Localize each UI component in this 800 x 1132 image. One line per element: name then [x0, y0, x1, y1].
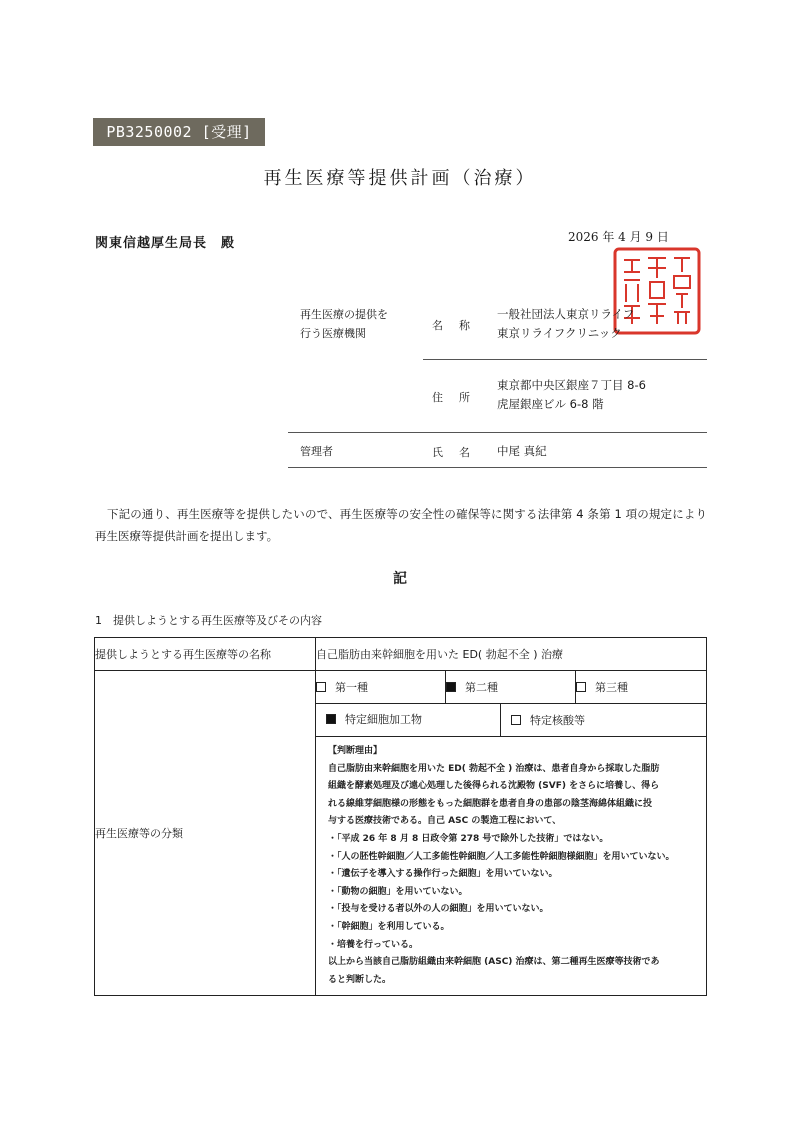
judgement-line: ・「投与を受ける者以外の人の細胞」を用いていない。 — [328, 904, 549, 915]
class-option-2-label: 第二種 — [465, 681, 498, 694]
class-option-1-label: 第一種 — [335, 681, 368, 694]
address-line2: 虎屋銀座ビル 6-8 階 — [497, 397, 604, 411]
provider-label-line1: 再生医療の提供を — [300, 308, 388, 321]
judgement-line: ・「平成 26 年 8 月 8 日政令第 278 号で除外した技術」ではない。 — [328, 833, 609, 844]
provider-label — [300, 305, 388, 343]
judgement-line: ・「動物の細胞」を用いていない。 — [328, 886, 468, 897]
manager-label: 管理者 — [300, 445, 333, 458]
type-option-1-label: 特定細胞加工物 — [345, 713, 422, 726]
provider-name-line1: 一般社団法人東京リライフ — [497, 307, 635, 321]
section-heading: 1 提供しようとする再生医療等及びその内容 — [95, 614, 322, 627]
judgement-line: ・培養を行っている。 — [328, 939, 419, 950]
divider — [423, 359, 707, 360]
address-line1: 東京都中央区銀座７丁目 8-6 — [497, 378, 646, 392]
manager-name: 中尾 真紀 — [497, 444, 547, 458]
class-option-3[interactable] — [576, 671, 707, 704]
judgement-line: ・「遺伝子を導入する操作行った細胞」を用いていない。 — [328, 869, 558, 880]
judgement-cell — [316, 737, 707, 996]
ki-heading: 記 — [393, 571, 407, 587]
page-title: 再生医療等提供計画（治療） — [263, 168, 537, 189]
judgement-line: 以上から当該自己脂肪組織由来幹細胞 (ASC) 治療は、第二種再生医療等技術であ — [328, 957, 660, 968]
checkbox-empty-icon — [576, 682, 586, 692]
classification-label: 再生医療等の分類 — [95, 671, 316, 996]
treatment-name: 自己脂肪由来幹細胞を用いた ED( 勃起不全 ) 治療 — [316, 638, 707, 671]
checkbox-filled-icon — [446, 682, 456, 692]
class-option-1[interactable] — [316, 671, 446, 704]
manager-name-label: 氏名 — [432, 446, 486, 459]
type-option-2-label: 特定核酸等 — [530, 714, 585, 727]
addressee: 関東信越厚生局長 殿 — [95, 236, 236, 251]
plan-table — [94, 637, 707, 996]
checkbox-empty-icon — [316, 682, 326, 692]
provider-name-line2: 東京リライフクリニック — [497, 326, 622, 340]
type-option-2[interactable] — [501, 712, 595, 728]
judgement-line: ・「人の胚性幹細胞／人工多能性幹細胞／人工多能性幹細胞様細胞」を用いていない。 — [328, 851, 675, 862]
divider — [288, 432, 707, 433]
class-option-2[interactable] — [446, 671, 576, 704]
judgement-title: 【判断理由】 — [328, 746, 383, 756]
judgement-text — [316, 737, 706, 995]
provider-label-line2: 行う医療機関 — [300, 327, 366, 340]
judgement-line: 与する医療技術である。自己 ASC の製造工程において、 — [328, 816, 562, 827]
provider-address — [497, 376, 646, 414]
checkbox-filled-icon — [326, 714, 336, 724]
provider-name — [497, 305, 634, 343]
judgement-line: ると判断した。 — [328, 974, 392, 985]
judgement-line: 自己脂肪由来幹細胞を用いた ED( 勃起不全 ) 治療は、患者自身から採取した脂肪 — [328, 763, 660, 774]
type-option-1[interactable] — [316, 704, 501, 736]
checkbox-empty-icon — [511, 715, 521, 725]
divider — [288, 467, 707, 468]
class-option-3-label: 第三種 — [595, 681, 628, 694]
address-label: 住所 — [432, 391, 486, 404]
judgement-line: 組織を酵素処理及び遠心処理した後得られる沈殿物 (SVF) をさらに培養し、得ら — [328, 781, 660, 792]
receipt-badge: PB3250002 [受理] — [93, 118, 265, 146]
date: 2026 年 4 月 9 日 — [568, 230, 669, 244]
name-label: 名称 — [432, 319, 486, 332]
treatment-name-label: 提供しようとする再生医療等の名称 — [95, 638, 316, 671]
type-options — [316, 704, 707, 737]
body-paragraph: 下記の通り、再生医療等を提供したいので、再生医療等の安全性の確保等に関する法律第 4 条第 1 項の規定により再生医療等提供計画を提出します。 — [95, 507, 707, 543]
judgement-line: れる線維芽細胞様の形態をもった細胞群を患者自身の患部の陰茎海綿体組織に投 — [328, 798, 653, 809]
judgement-line: ・「幹細胞」を利用している。 — [328, 921, 450, 932]
